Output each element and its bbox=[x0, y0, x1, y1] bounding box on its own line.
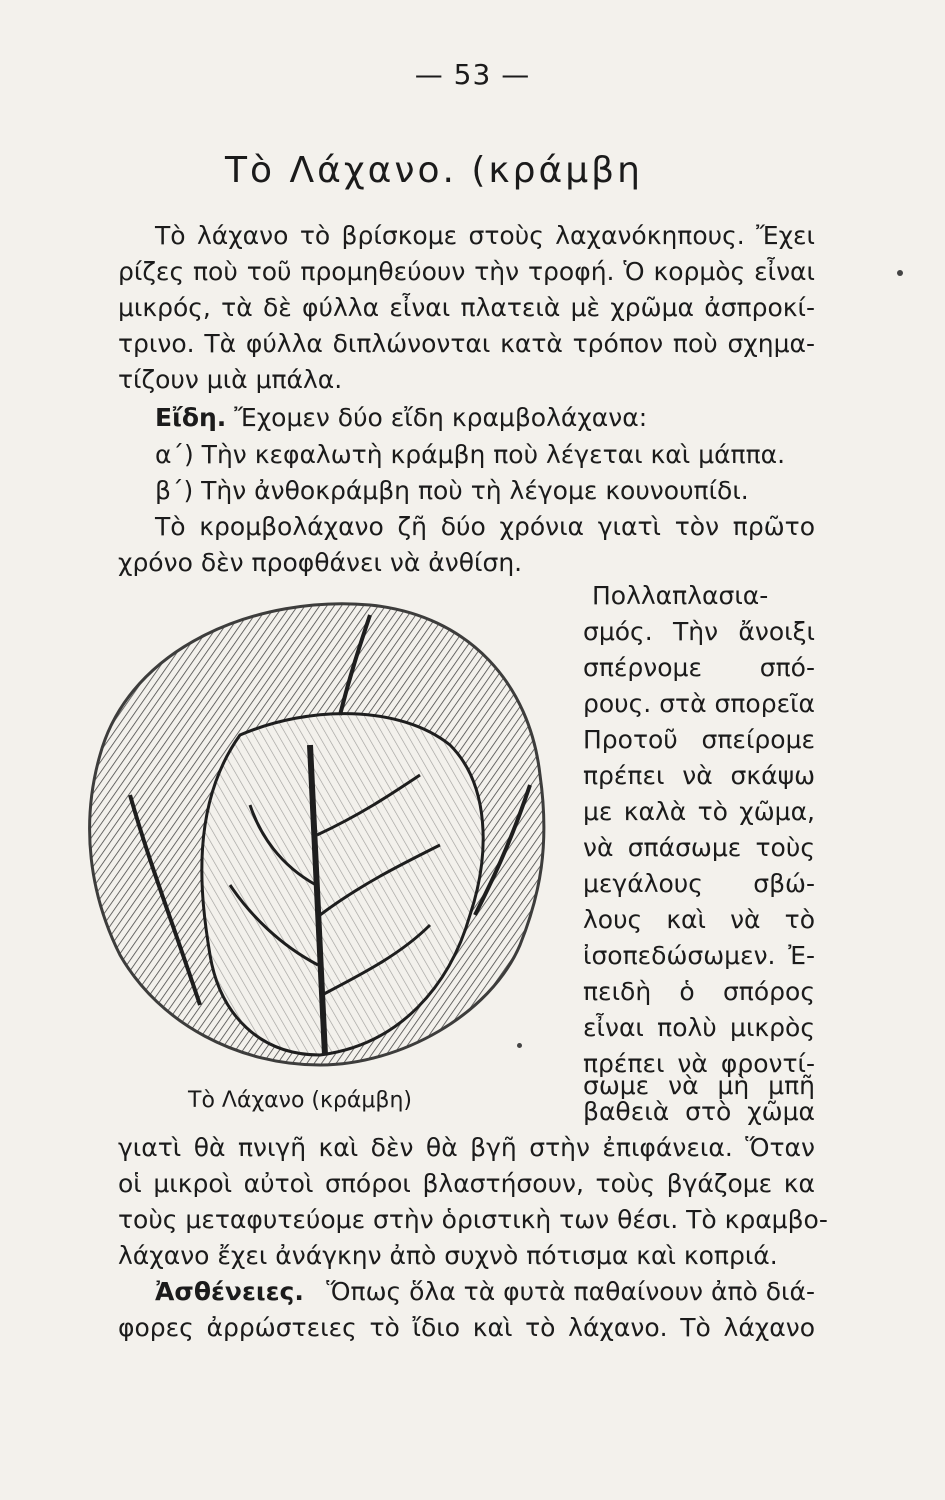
illustration-caption: Τὸ Λάχανο (κράμβη) bbox=[188, 1088, 412, 1113]
astheneies-text: Ὅπως ὅλα τὰ φυτὰ παθαίνουν ἀπὸ διά- bbox=[326, 1277, 815, 1306]
side-line: νὰ σπάσωμε τοὺς bbox=[583, 833, 815, 862]
page-title: Τὸ Λάχανο. (κράμβη bbox=[225, 150, 643, 191]
body-line: μικρός, τὰ δὲ φύλλα εἶναι πλατειὰ μὲ χρῶμα ἀσπροκί- bbox=[118, 293, 815, 322]
page-number: — 53 — bbox=[414, 58, 531, 91]
body-line: λάχανο ἔχει ἀνάγκην ἀπὸ συχνὸ πότισμα καὶ κοπριά. bbox=[118, 1241, 778, 1270]
eidi-item-b: β΄) Τὴν ἀνθοκράμβη ποὺ τὴ λέγομε κουνουπίδι. bbox=[155, 476, 749, 505]
side-line: ρους. στὰ σπορεῖα bbox=[583, 689, 816, 718]
body-line: τοὺς μεταφυτεύομε στὴν ὁριστικὴ των θέσι. Τὸ κραμβο- bbox=[118, 1205, 828, 1234]
eidi-item-a: α΄) Τὴν κεφαλωτὴ κράμβη ποὺ λέγεται καὶ μάππα. bbox=[155, 440, 786, 469]
side-line: σμός. Τὴν ἄνοιξι bbox=[583, 617, 815, 646]
side-line: εἶναι πολὺ μικρὸς bbox=[583, 1013, 815, 1042]
side-line: Προτοῦ σπείρομε bbox=[583, 725, 815, 754]
body-line: γιατὶ θὰ πνιγῆ καὶ δὲν θὰ βγῆ στὴν ἐπιφάνεια. Ὅταν bbox=[118, 1133, 815, 1162]
body-line: τρινο. Τὰ φύλλα διπλώνονται κατὰ τρόπον ποὺ σχημα- bbox=[118, 329, 815, 358]
side-line: πρέπει νὰ σκάψω bbox=[583, 761, 815, 790]
body-line: Τὸ λάχανο τὸ βρίσκομε στοὺς λαχανόκηπους. Ἔχει bbox=[155, 221, 815, 250]
side-line: σπέρνομε σπό- bbox=[583, 653, 815, 682]
eidi-text: Ἔχομεν δύο εἴδη κραμβολάχανα: bbox=[234, 403, 648, 432]
side-heading: Πολλαπλασια- bbox=[592, 581, 769, 610]
cabbage-illustration bbox=[70, 585, 580, 1085]
astheneies-label: Ἀσθένειες. bbox=[155, 1277, 304, 1306]
side-line: ἰσοπεδώσωμεν. Ἐ- bbox=[583, 941, 815, 970]
side-line: πρέπει νὰ φροντί- bbox=[583, 1049, 815, 1078]
side-line: με καλὰ τὸ χῶμα, bbox=[583, 797, 815, 826]
body-line: Τὸ κρομβολάχανο ζῆ δύο χρόνια γιατὶ τὸν πρῶτο bbox=[155, 512, 815, 541]
print-speck bbox=[517, 1043, 522, 1048]
eidi-label: Εἴδη. bbox=[155, 403, 227, 432]
astheneies-line bbox=[155, 1274, 815, 1310]
side-line: σωμε νὰ μὴ μπῆ bbox=[583, 1071, 815, 1100]
body-line: χρόνο δὲν προφθάνει νὰ ἀνθίση. bbox=[118, 548, 523, 577]
body-line: ρίζες ποὺ τοῦ προμηθεύουν τὴν τροφή. Ὁ κορμὸς εἶναι bbox=[118, 257, 815, 286]
body-line: τίζουν μιὰ μπάλα. bbox=[118, 365, 343, 394]
side-line: μεγάλους σβώ- bbox=[583, 869, 815, 898]
side-line: πειδὴ ὁ σπόρος bbox=[583, 977, 815, 1006]
print-speck bbox=[897, 270, 903, 276]
eidi-line bbox=[155, 400, 647, 436]
side-line: λους καὶ νὰ τὸ bbox=[583, 905, 815, 934]
body-line: φορες ἀρρώστειες τὸ ἴδιο καὶ τὸ λάχανο. Τὸ λάχανο bbox=[118, 1313, 815, 1342]
side-line: βαθειὰ στὸ χῶμα bbox=[583, 1097, 815, 1126]
body-line: οἱ μικροὶ αὐτοὶ σπόροι βλαστήσουν, τοὺς βγάζομε κα bbox=[118, 1169, 815, 1198]
